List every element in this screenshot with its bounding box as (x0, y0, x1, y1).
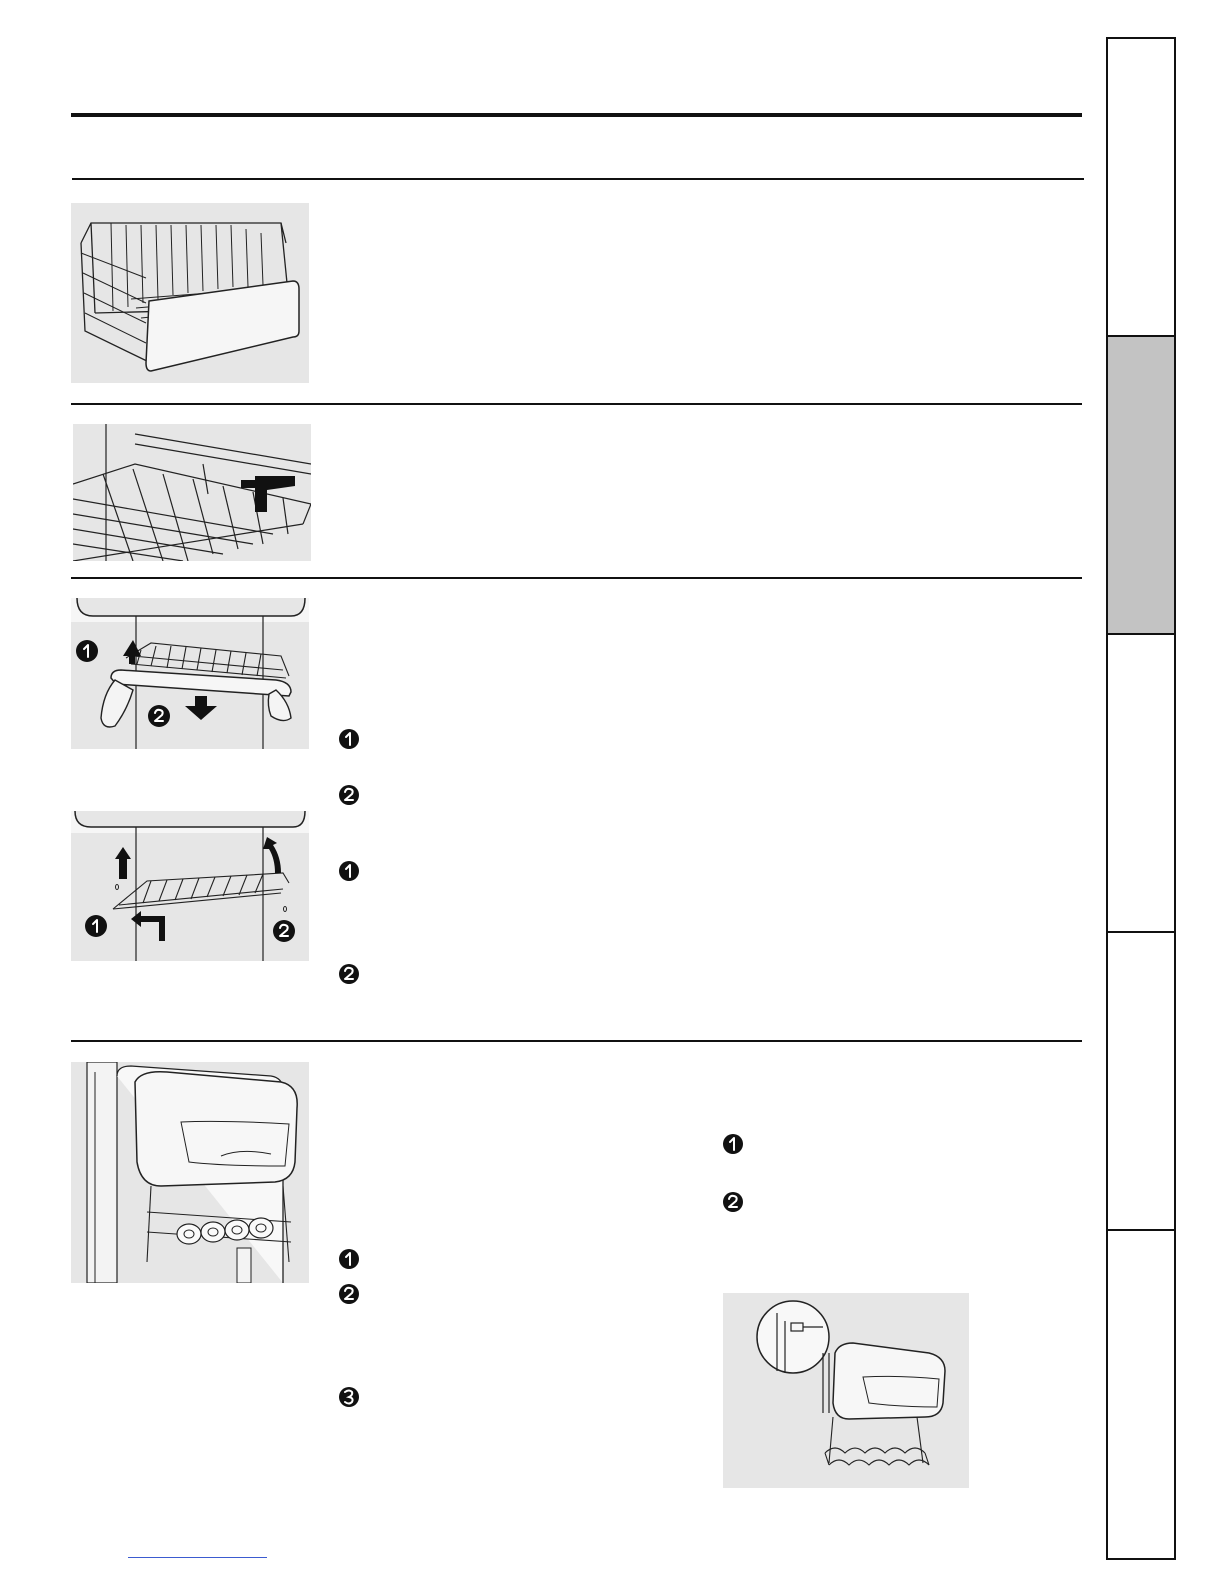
shelf-removal-figure (71, 598, 309, 749)
step-marker-1 (338, 728, 360, 750)
wire-shelf-figure (73, 424, 311, 561)
figure-step-marker-2 (147, 704, 171, 728)
door-bin-figure (71, 1062, 309, 1283)
freezer-basket-illustration (71, 203, 309, 383)
footer-link-underline[interactable] (128, 1557, 267, 1558)
section-rule-3 (71, 577, 1082, 579)
step-marker-2 (338, 963, 360, 985)
tab-5[interactable] (1108, 1231, 1174, 1558)
tab-2-active[interactable] (1108, 337, 1174, 635)
step-marker-1 (722, 1133, 744, 1155)
section-rule-1 (72, 178, 1084, 180)
figure-step-marker-1 (75, 639, 99, 663)
step-marker-2 (338, 1283, 360, 1305)
step-marker-1 (338, 860, 360, 882)
header-thick-rule (71, 113, 1082, 117)
wire-shelf-illustration (73, 424, 311, 561)
section-tabs (1106, 37, 1176, 1560)
section-rule-4 (71, 1040, 1082, 1042)
step-marker-2 (338, 784, 360, 806)
freezer-basket-figure (71, 203, 309, 383)
shelf-removal-illustration (71, 598, 309, 749)
can-rack-detail-figure (723, 1293, 969, 1488)
tab-1[interactable] (1108, 39, 1174, 337)
figure-step-marker-1 (84, 914, 108, 938)
figure-step-marker-2 (272, 919, 296, 943)
tab-4[interactable] (1108, 933, 1174, 1231)
step-marker-3 (338, 1386, 360, 1408)
step-marker-2 (722, 1191, 744, 1213)
step-marker-1 (338, 1248, 360, 1270)
can-rack-detail-illustration (723, 1293, 969, 1488)
tab-3[interactable] (1108, 635, 1174, 933)
section-rule-2 (71, 403, 1082, 405)
door-bin-illustration (71, 1062, 309, 1283)
